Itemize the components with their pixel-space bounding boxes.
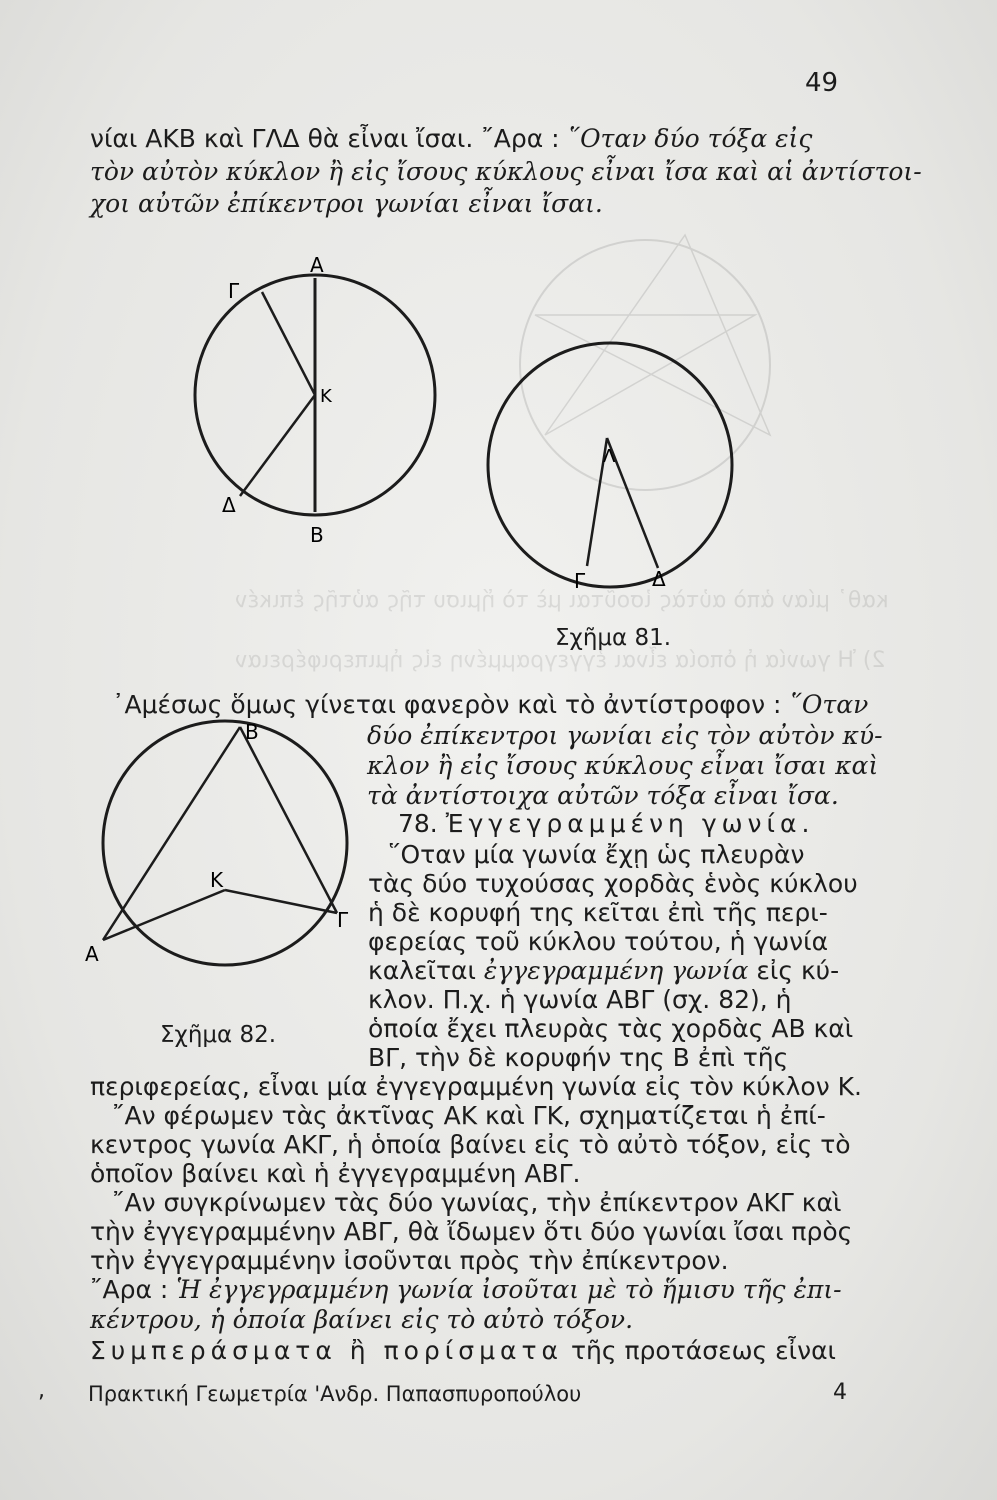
show-through-text: καθ᾿ μίαν ἀπὸ αὐτὰς ἰσοῦται μὲ τὸ ἥμισυ τῆς αὐτῆς ἐπικέν	[235, 588, 889, 613]
text-line: ὁποία ἔχει πλευρὰς τὰς χορδὰς ΑΒ καὶ	[368, 1014, 854, 1043]
text-line: κεντρος γωνία ΑΚΓ, ἡ ὁποία βαίνει εἰς τὸ αὐτὸ τόξον, εἰς τὸ	[90, 1130, 851, 1159]
label-A: Α	[310, 253, 324, 277]
chord-BG	[240, 727, 337, 913]
show-through-text: 2) Ἡ γωνία ἡ ὁποία εἶναι ἐγγεγραμμένη εἰς ἡμιπεριφέρειαν	[235, 648, 886, 673]
figure-82	[75, 715, 365, 975]
text-line: κλον ἢ εἰς ἴσους κύκλους εἶναι ἴσαι καὶ	[367, 751, 879, 780]
text-line: φερείας τοῦ κύκλου τούτου, ἡ γωνία	[368, 927, 829, 956]
text-line: ῞Οταν μία γωνία ἔχῃ ὡς πλευρὰν	[388, 840, 805, 869]
page-number: 49	[805, 68, 839, 98]
label-G: Γ	[228, 279, 240, 303]
label-K: Κ	[210, 868, 224, 892]
radius-GK	[225, 890, 337, 913]
text-line: ῎Αρα : Ἡ ἐγγεγραμμένη γωνία ἰσοῦται μὲ τὸ ἥμισυ τῆς ἐπι-	[90, 1275, 842, 1304]
text-line: ᾿Αμέσως ὅμως γίνεται φανερὸν καὶ τὸ ἀντίστροφον : ῞Οταν	[112, 690, 869, 719]
text-line: ΒΓ, τὴν δὲ κορυφήν της Β ἐπὶ τῆς	[368, 1043, 789, 1072]
chord-AB	[103, 727, 240, 940]
label-D: Δ	[222, 493, 236, 517]
label-D: Δ	[652, 567, 666, 590]
label-B: Β	[245, 720, 259, 744]
figure-81-right	[470, 340, 745, 590]
text-line: χοι αὐτῶν ἐπίκεντροι γωνίαι εἶναι ἴσαι.	[90, 189, 603, 218]
radius-AK	[103, 890, 225, 940]
footer-bullet: ,	[38, 1378, 45, 1403]
text-line: νίαι ΑΚΒ καὶ ΓΛΔ θὰ εἶναι ἴσαι. ῎Αρα : ῞Οταν δύο τόξα εἰς	[90, 124, 813, 153]
figure-81-left	[180, 250, 450, 550]
text-line: ὁποῖον βαίνει καὶ ἡ ἐγγεγραμμένη ΑΒΓ.	[90, 1159, 581, 1188]
text-line: περιφερείας, εἶναι μία ἐγγεγραμμένη γωνία εἰς τὸν κύκλον Κ.	[90, 1072, 862, 1101]
label-G: Γ	[337, 908, 349, 932]
label-K: Κ	[320, 386, 332, 407]
text-line: δύο ἐπίκεντροι γωνίαι εἰς τὸν αὐτὸν κύ-	[367, 721, 883, 750]
text-line: τὴν ἐγγεγραμμένην ΑΒΓ, θὰ ἴδωμεν ὅτι δύο γωνίαι ἴσαι πρὸς	[90, 1217, 853, 1246]
text-line: ἡ δὲ κορυφή της κεῖται ἐπὶ τῆς περι-	[368, 898, 828, 927]
text-line: καλεῖται ἐγγεγραμμένη γωνία εἰς κύ-	[368, 956, 840, 985]
text-line: τὰς δύο τυχούσας χορδὰς ἑνὸς κύκλου	[368, 869, 858, 898]
text-line: κλον. Π.χ. ἡ γωνία ΑΒΓ (σχ. 82), ἡ	[368, 985, 792, 1014]
label-B: Β	[310, 523, 324, 547]
figure-82-caption: Σχῆμα 82.	[160, 1022, 277, 1048]
text-line: τὴν ἐγγεγραμμένην ἰσοῦνται πρὸς τὴν ἐπίκεντρον.	[90, 1246, 729, 1275]
label-G: Γ	[574, 569, 586, 590]
text-line: Συμπεράσματα ἢ πορίσματα τῆς προτάσεως εἶναι	[90, 1336, 837, 1365]
footer-title: Πρακτική Γεωμετρία 'Ανδρ. Παπασπυροπούλου	[88, 1382, 582, 1406]
circle	[103, 721, 347, 965]
text-line: ῎Αν φέρωμεν τὰς ἀκτῖνας ΑΚ καὶ ΓΚ, σχηματίζεται ἡ ἐπί-	[112, 1101, 826, 1130]
radius-line	[262, 292, 315, 395]
radius-line	[240, 395, 315, 496]
figure-81-caption: Σχῆμα 81.	[555, 625, 672, 651]
text-line: ῎Αν συγκρίνωμεν τὰς δύο γωνίας, τὴν ἐπίκεντρον ΑΚΓ καὶ	[112, 1188, 842, 1217]
text-line: τὸν αὐτὸν κύκλον ἢ εἰς ἴσους κύκλους εἶναι ἴσα καὶ αἱ ἀντίστοι-	[90, 157, 922, 186]
label-L: Λ	[603, 446, 616, 467]
section-heading: 78. Ἐγγεγραμμένη γωνία.	[398, 809, 815, 838]
footer-signature: 4	[833, 1380, 847, 1405]
text-line: κέντρου, ἡ ὁποία βαίνει εἰς τὸ αὐτὸ τόξον.	[90, 1305, 634, 1334]
label-A: Α	[85, 942, 99, 966]
text-line: τὰ ἀντίστοιχα αὐτῶν τόξα εἶναι ἴσα.	[367, 781, 839, 810]
